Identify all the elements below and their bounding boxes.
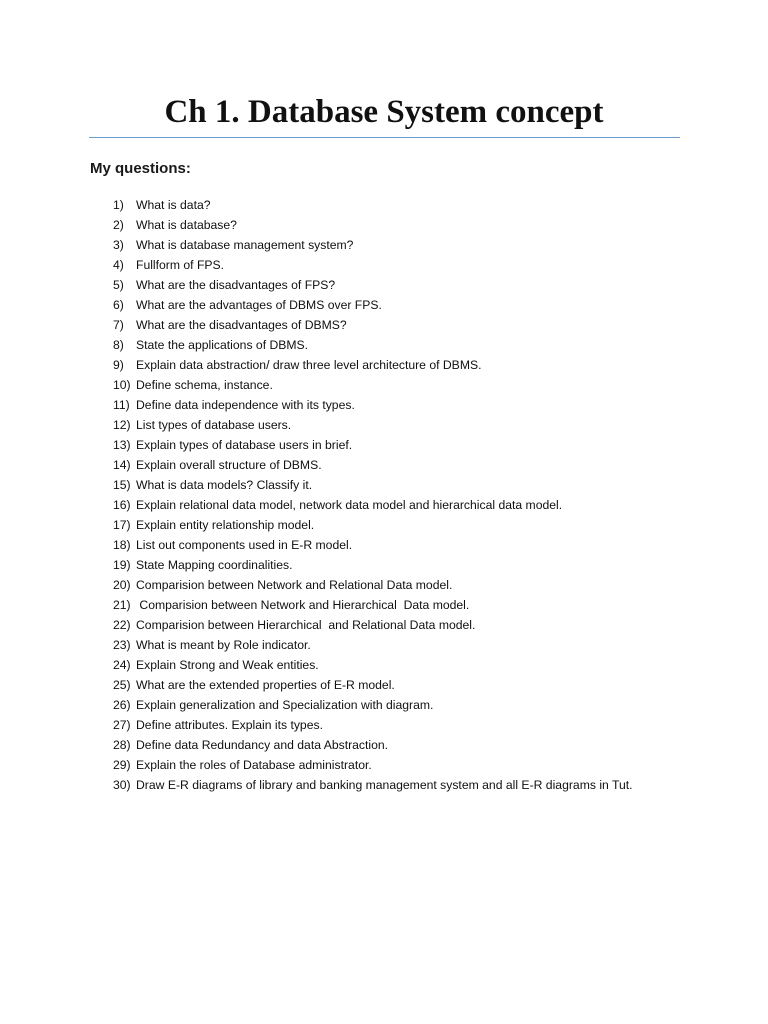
question-text: Explain Strong and Weak entities. — [136, 658, 319, 672]
question-list — [0, 195, 768, 795]
question-item — [0, 635, 768, 655]
question-text: What are the disadvantages of DBMS? — [136, 318, 347, 332]
question-number: 27) — [113, 718, 131, 732]
question-item — [0, 655, 768, 675]
question-item — [0, 275, 768, 295]
question-number: 13) — [113, 438, 131, 452]
question-number: 20) — [113, 578, 131, 592]
question-item — [0, 415, 768, 435]
question-number: 15) — [113, 478, 131, 492]
question-number: 17) — [113, 518, 131, 532]
question-text: List types of database users. — [136, 418, 292, 432]
question-number: 12) — [113, 418, 131, 432]
question-number: 7) — [113, 318, 124, 332]
question-number: 5) — [113, 278, 124, 292]
question-item — [0, 695, 768, 715]
question-item — [0, 675, 768, 695]
question-item — [0, 195, 768, 215]
question-number: 11) — [113, 398, 130, 412]
question-item — [0, 355, 768, 375]
question-item — [0, 615, 768, 635]
question-text: Explain data abstraction/ draw three level architecture of DBMS. — [136, 358, 482, 372]
question-item — [0, 775, 768, 795]
question-item — [0, 235, 768, 255]
question-number: 19) — [113, 558, 131, 572]
question-text: What are the extended properties of E-R model. — [136, 678, 395, 692]
question-number: 26) — [113, 698, 131, 712]
question-item — [0, 535, 768, 555]
question-text: Define attributes. Explain its types. — [136, 718, 323, 732]
question-text: Explain relational data model, network data model and hierarchical data model. — [136, 498, 563, 512]
question-number: 3) — [113, 238, 124, 252]
question-number: 10) — [113, 378, 131, 392]
question-text: What are the advantages of DBMS over FPS. — [136, 298, 382, 312]
question-item — [0, 255, 768, 275]
question-item — [0, 335, 768, 355]
question-text: Explain entity relationship model. — [136, 518, 315, 532]
question-number: 16) — [113, 498, 131, 512]
question-item — [0, 315, 768, 335]
question-number: 4) — [113, 258, 124, 272]
question-number: 25) — [113, 678, 131, 692]
question-number: 9) — [113, 358, 124, 372]
question-text: Comparision between Network and Relational Data model. — [136, 578, 453, 592]
question-number: 14) — [113, 458, 131, 472]
question-text: List out components used in E-R model. — [136, 538, 353, 552]
question-text: What is data models? Classify it. — [136, 478, 313, 492]
question-text: Define schema, instance. — [136, 378, 273, 392]
question-item — [0, 375, 768, 395]
question-number: 30) — [113, 778, 131, 792]
question-item — [0, 435, 768, 455]
question-item — [0, 575, 768, 595]
question-item — [0, 515, 768, 535]
question-text: What is data? — [136, 198, 211, 212]
question-number: 29) — [113, 758, 131, 772]
question-item — [0, 715, 768, 735]
question-number: 21) — [113, 598, 131, 612]
question-text: Explain types of database users in brief. — [136, 438, 353, 452]
question-item — [0, 755, 768, 775]
question-text: Define data independence with its types. — [136, 398, 355, 412]
question-item — [0, 295, 768, 315]
question-text: Fullform of FPS. — [136, 258, 225, 272]
question-item — [0, 215, 768, 235]
question-item — [0, 395, 768, 415]
question-item — [0, 495, 768, 515]
question-number: 18) — [113, 538, 131, 552]
question-text: What is meant by Role indicator. — [136, 638, 311, 652]
question-text: What is database? — [136, 218, 237, 232]
question-text: Explain generalization and Specialization with diagram. — [136, 698, 434, 712]
question-text: Comparision between Hierarchical and Relational Data model. — [136, 618, 476, 632]
question-item — [0, 555, 768, 575]
question-text: Explain overall structure of DBMS. — [136, 458, 322, 472]
question-number: 1) — [113, 198, 124, 212]
question-text: What is database management system? — [136, 238, 354, 252]
question-item — [0, 475, 768, 495]
question-text: Define data Redundancy and data Abstraction. — [136, 738, 389, 752]
question-item — [0, 455, 768, 475]
question-text: State the applications of DBMS. — [136, 338, 309, 352]
question-text: Comparision between Network and Hierarchical Data model. — [136, 598, 470, 612]
title-underline — [89, 137, 680, 138]
question-item — [0, 595, 768, 615]
question-number: 8) — [113, 338, 124, 352]
question-number: 22) — [113, 618, 131, 632]
question-text: What are the disadvantages of FPS? — [136, 278, 336, 292]
page-title: Ch 1. Database System concept — [164, 94, 604, 130]
question-number: 2) — [113, 218, 124, 232]
question-number: 28) — [113, 738, 131, 752]
question-number: 6) — [113, 298, 124, 312]
question-text: Draw E-R diagrams of library and banking management system and all E-R diagrams in Tut. — [136, 778, 633, 792]
question-text: State Mapping coordinalities. — [136, 558, 293, 572]
question-text: Explain the roles of Database administrator. — [136, 758, 372, 772]
question-number: 24) — [113, 658, 131, 672]
section-heading: My questions: — [90, 160, 191, 177]
question-number: 23) — [113, 638, 131, 652]
question-item — [0, 735, 768, 755]
